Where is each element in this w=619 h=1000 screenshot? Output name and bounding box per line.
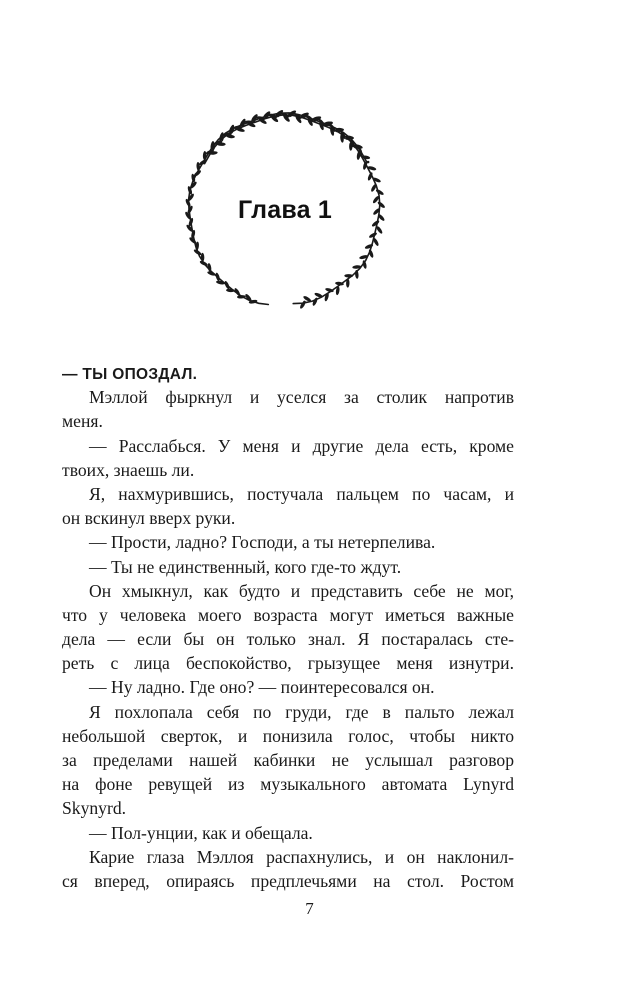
text-line-22: ся вперед, опираясь предплечьями на стол. Ростом bbox=[62, 870, 514, 891]
text-line-17: за пределами нашей кабинки не услышал разговор bbox=[62, 750, 514, 770]
text-line-18: на фоне ревущей из музыкального автомата Lynyrd bbox=[62, 774, 514, 795]
chapter-title: Глава 1 bbox=[238, 196, 332, 224]
chapter-body-text bbox=[62, 361, 514, 893]
text-line-8: — Прости, ладно? Господи, а ты нетерпелива. bbox=[89, 532, 436, 553]
text-line-3: меня. bbox=[62, 411, 103, 432]
text-line-14: — Ну ладно. Где оно? — поинтересовался он. bbox=[89, 677, 435, 698]
text-line-7: он вскинул вверх руки. bbox=[62, 508, 236, 529]
text-line-4: — Расслабься. У меня и другие дела есть, кроме bbox=[89, 435, 514, 456]
text-line-19: Skynyrd. bbox=[62, 798, 127, 819]
text-line-11: что у человека моего возраста могут иметься важные bbox=[62, 604, 514, 625]
text-line-6: Я, нахмурившись, постучала пальцем по часам, и bbox=[89, 483, 514, 504]
text-line-9: — Ты не единственный, кого где-то ждут. bbox=[89, 556, 402, 577]
text-line-10: Он хмыкнул, как будто и представить себе не мог, bbox=[89, 580, 514, 601]
text-line-20: — Пол-унции, как и обещала. bbox=[89, 822, 313, 843]
text-line-1: — ТЫ ОПОЗДАЛ. bbox=[62, 366, 198, 383]
text-line-5: твоих, знаешь ли. bbox=[62, 459, 195, 480]
text-line-12: дела — если бы он только знал. Я постаралась сте- bbox=[62, 629, 514, 650]
page-number: 7 bbox=[305, 899, 314, 918]
text-line-16: небольшой сверток, и понизила голос, чтобы никто bbox=[62, 725, 514, 746]
text-line-21: Карие глаза Мэллоя распахнулись, и он наклонил- bbox=[89, 846, 514, 867]
text-line-15: Я похлопала себя по груди, где в пальто лежал bbox=[89, 701, 514, 722]
text-line-13: реть с лица беспокойство, грызущее меня изнутри. bbox=[62, 653, 514, 674]
text-line-2: Мэллой фыркнул и уселся за столик напротив bbox=[89, 387, 514, 408]
